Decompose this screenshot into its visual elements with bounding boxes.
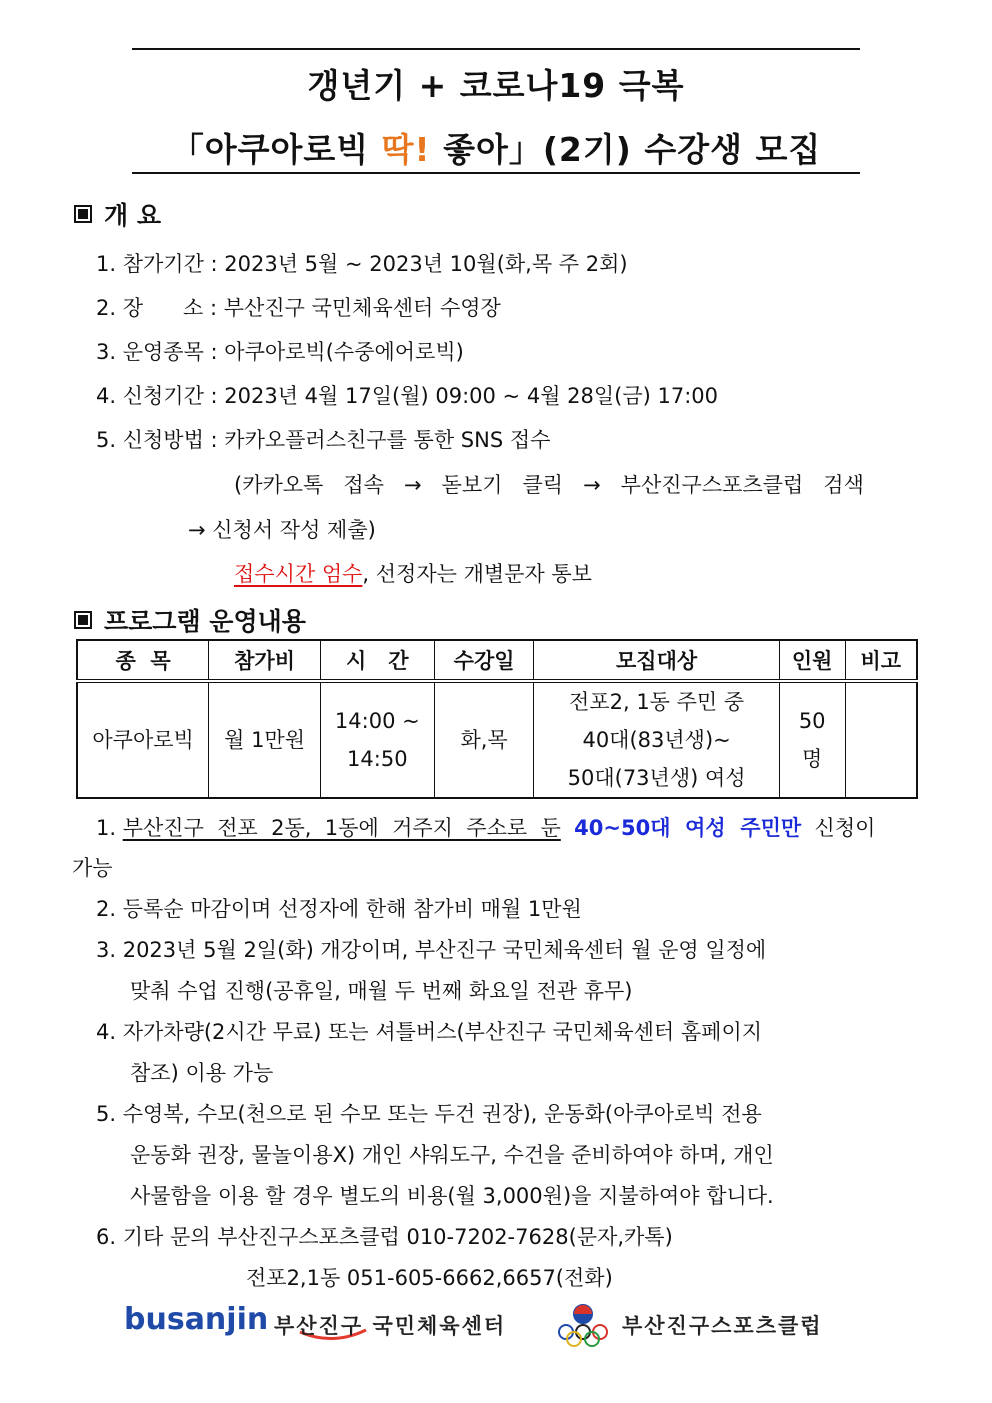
note-1-underline: 부산진구 전포 2동, 1동에 거주지 주소로 둔	[122, 816, 561, 840]
cell-count-line1: 50	[798, 709, 826, 733]
overview-item-3: 3. 운영종목 : 아쿠아로빅(수중에어로빅)	[96, 340, 464, 364]
note-3-line1: 3. 2023년 5월 2일(화) 개강이며, 부산진구 국민체육센터 월 운영 일정에	[96, 938, 767, 962]
col-note: 비고	[845, 640, 917, 681]
col-event: 종 목	[77, 640, 209, 681]
overview-item-4: 4. 신청기간 : 2023년 4월 17일(월) 09:00 ~ 4월 28일(금) 17:00	[96, 384, 719, 408]
note-3-line2: 맞춰 수업 진행(공휴일, 매월 두 번째 화요일 전관 휴무)	[130, 979, 633, 1003]
title-suffix: 좋아」(2기) 수강생 모집	[430, 130, 822, 169]
org-name-center: 부산진구 국민체육센터	[274, 1314, 507, 1338]
title-text: 갱년기 + 코로나19 극복	[307, 66, 685, 105]
program-heading-text: 프로그램 운영내용	[104, 607, 306, 636]
cell-time-line1: 14:00 ~	[334, 709, 420, 733]
cell-days: 화,목	[434, 681, 534, 798]
busanjin-logo: busanjin	[124, 1302, 269, 1337]
footer	[120, 1302, 880, 1352]
note-6-line2: 전포2,1동 051-605-6662,6657(전화)	[246, 1266, 613, 1290]
table-header-row	[77, 640, 917, 681]
square-bullet-icon	[74, 611, 92, 629]
method-detail-1: (카카오톡 접속 → 돋보기 클릭 → 부산진구스포츠클럽 검색	[234, 473, 864, 497]
col-days: 수강일	[434, 640, 534, 681]
sports-club-emblem-icon	[552, 1302, 614, 1348]
bottom-rule	[132, 172, 860, 174]
square-bullet-icon	[74, 205, 92, 223]
notice-red: 접수시간 엄수	[234, 562, 363, 586]
cell-fee: 월 1만원	[209, 681, 321, 798]
cell-count	[779, 681, 845, 798]
overview-heading-text: 개 요	[104, 201, 162, 230]
cell-note	[845, 681, 917, 798]
note-1	[96, 812, 875, 842]
col-count: 인원	[779, 640, 845, 681]
cell-time	[320, 681, 434, 798]
overview-item-1: 1. 참가기간 : 2023년 5월 ~ 2023년 10월(화,목 주 2회)	[96, 252, 628, 276]
note-1-suffix: 신청이	[814, 816, 876, 840]
program-heading	[74, 602, 306, 638]
cell-target-line2: 40대(83년생)~	[582, 728, 731, 752]
cell-event: 아쿠아로빅	[77, 681, 209, 798]
page-title-line1	[132, 60, 860, 107]
note-1-wrap: 가능	[72, 856, 113, 880]
overview-item-2: 2. 장 소 : 부산진구 국민체육센터 수영장	[96, 296, 501, 320]
cell-target-line3: 50대(73년생) 여성	[567, 766, 746, 790]
overview-item-5: 5. 신청방법 : 카카오플러스친구를 통한 SNS 접수	[96, 428, 551, 452]
overview-heading	[74, 196, 161, 232]
top-rule	[132, 48, 860, 50]
page-title-line2	[132, 124, 860, 171]
note-5-line1: 5. 수영복, 수모(천으로 된 수모 또는 두건 권장), 운동화(아쿠아로빅 전용	[96, 1102, 762, 1126]
cell-target-line1: 전포2, 1동 주민 중	[569, 690, 745, 714]
table-row	[77, 681, 917, 798]
col-time: 시 간	[320, 640, 434, 681]
cell-time-line2: 14:50	[347, 747, 408, 771]
col-target: 모집대상	[534, 640, 779, 681]
note-6-line1: 6. 기타 문의 부산진구스포츠클럽 010-7202-7628(문자,카톡)	[96, 1225, 673, 1249]
notice-line	[234, 558, 592, 588]
note-4-line2: 참조) 이용 가능	[130, 1061, 274, 1085]
title-highlight: 딱!	[381, 130, 431, 169]
col-fee: 참가비	[209, 640, 321, 681]
notice-rest: , 선정자는 개별문자 통보	[362, 562, 592, 586]
note-5-line3: 사물함을 이용 할 경우 별도의 비용(월 3,000원)을 지불하여야 합니다.	[130, 1184, 774, 1208]
cell-count-line2: 명	[802, 747, 823, 771]
method-detail-2: → 신청서 작성 제출)	[188, 518, 376, 542]
note-2: 2. 등록순 마감이며 선정자에 한해 참가비 매월 1만원	[96, 897, 582, 921]
note-1-blue: 40~50대 여성 주민만	[574, 816, 802, 840]
title-prefix: 「아쿠아로빅	[170, 130, 382, 169]
note-5-line2: 운동화 권장, 물놀이용X) 개인 샤워도구, 수건을 준비하여야 하며, 개인	[130, 1143, 774, 1167]
org-name-club: 부산진구스포츠클럽	[622, 1314, 823, 1338]
note-1-prefix: 1.	[96, 816, 123, 840]
cell-target	[534, 681, 779, 798]
program-table	[76, 639, 918, 799]
note-4-line1: 4. 자가차량(2시간 무료) 또는 셔틀버스(부산진구 국민체육센터 홈페이지	[96, 1020, 763, 1044]
